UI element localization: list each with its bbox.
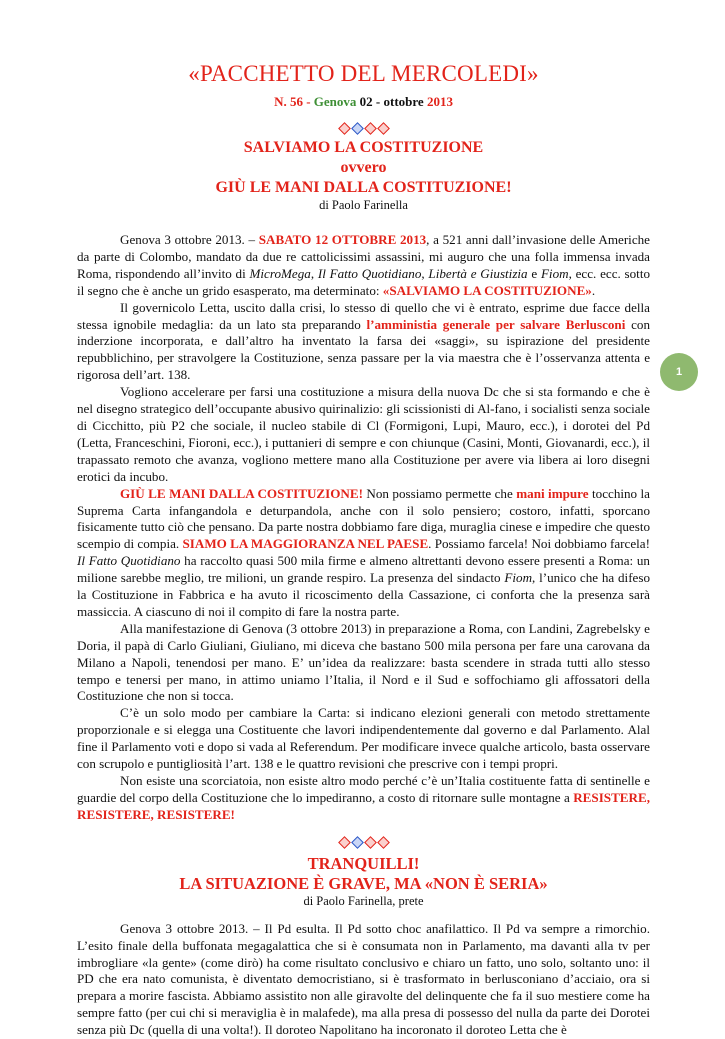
ornament-divider-2 bbox=[77, 834, 650, 844]
article1-paragraph-1: Genova 3 ottobre 2013. – SABATO 12 OTTOBRE 2013, a 521 anni dall’invasione delle Americhe da parte di Colombo, mandato da due re cattolicissimi assassini, mi auguro che una folla immensa invada Roma, rispondendo all’invito di MicroMega, Il Fatto Quotidiano, Libertà e Giustizia e Fiom, ecc. ecc. sotto il segno che è anche un grido esasperato, ma determinato: «SALVIAMO LA COSTITUZIONE». bbox=[77, 232, 650, 298]
article1-paragraph-7: Non esiste una scorciatoia, non esiste altro modo perché c’è un’Italia costituente fatta di sentinelle e guardie del corpo della Costituzione che lo impediranno, a costo di ritornare sulle montagne a RESISTERE, RESISTERE, RESISTERE! bbox=[77, 773, 650, 822]
article1-paragraph-4: GIÙ LE MANI DALLA COSTITUZIONE! Non possiamo permette che mani impure tocchino la Suprema Carta infangandola e deturpandola, anche con il solo pensiero; costoro, infatti, sporcano fisicamente tutto ciò che pensano. Da parte nostra dobbiamo fare diga, muraglia cinese e impedire che questo scempio di compia. SIAMO LA MAGGIORANZA NEL PAESE. Possiamo farcela! Noi dobbiamo farcela! Il Fatto Quotidiano ha raccolto quasi 500 mila firme e almeno altrettanti devono essere presenti a Roma: un milione sarebbe meglio, tre milioni, un grande respiro. La presenza del sindacto Fiom, l’unico che ha difeso la Costituzione in Fabbrica e ha avuto il ricoscimento della Cassazione, ci conforta che la presenza sarà massiccia. A ciascuno di noi il compito di fare la nostra parte. bbox=[77, 485, 651, 619]
article1-title-line1: SALVIAMO LA COSTITUZIONE bbox=[243, 139, 484, 156]
article1-paragraph-2: Il governicolo Letta, uscito dalla crisi, lo stesso di quello che vi è entrato, esprime due facce della stessa ignobile medaglia: da un lato sta preparando l’amministia generale per salvare Berlusconi con inderzione incorporata, e dall’altro ha inventato la farsa dei «saggi», su ispirazione del presidente repubblichino, per stravolgere la Costituzione, senza passare per la via maestra che è l’osservanza attenta e rigorosa dell’art. 138. bbox=[77, 299, 650, 383]
article2-title-line2: LA SITUAZIONE È GRAVE, MA «NON È SERIA» bbox=[179, 873, 548, 893]
ornament-divider bbox=[77, 120, 650, 130]
issue-city: Genova bbox=[313, 94, 357, 109]
article2-title-line1: TRANQUILLI! bbox=[307, 853, 420, 873]
issue-number: N. 56 - bbox=[274, 94, 314, 109]
issue-date: 02 - ottobre bbox=[356, 94, 427, 109]
article2-byline: di Paolo Farinella, prete bbox=[303, 893, 424, 908]
article1-title-line3: GIÙ LE MANI DALLA COSTITUZIONE! bbox=[215, 179, 512, 196]
issue-year: 2013 bbox=[426, 94, 453, 109]
article1-title-line2: ovvero bbox=[340, 159, 387, 176]
page-number-badge: 1 bbox=[660, 353, 698, 391]
article1-byline: di Paolo Farinella bbox=[319, 198, 408, 212]
article1-paragraph-5: Alla manifestazione di Genova (3 ottobre 2013) in preparazione a Roma, con Landini, Zagrebelsky e Doria, il papà di Carlo Giuliani, Giuliano, mi diceva che bastano 500 mila persona per fare una carovana da Milano a Napoli, tenendosi per mano. E’ un’idea da realizzare: basta scendere in strada tutti allo stesso tempo e tenersi per mano, in attimo uniamo l’Italia, il Nord e il Sud e soffochiamo gli affossatori della Costituzione che non si tocca. bbox=[77, 620, 650, 704]
newsletter-title: «PACCHETTO DEL MERCOLEDI» bbox=[188, 61, 539, 86]
issue-line bbox=[77, 94, 650, 110]
article1-paragraph-6: C’è un solo modo per cambiare la Carta: si indicano elezioni generali con metodo strettamente proporzionale e si elegga una Costituente che lavori indipendentemente dal governo e dal Parlamento. Alal fine il Parlamento voti e dopo si vada al Referendum. Per modificare invece qualche articolo, basta osservare con scrupolo e puntigliosità l’art. 138 e le quattro revisioni che prescrive con i tempi propri. bbox=[77, 705, 650, 772]
article1-paragraph-3: Vogliono accelerare per farsi una costituzione a misura della nuova Dc che si sta formando e che è nel disegno strategico dell’occupante abusivo quirinalizio: gli scissionisti di Al-fano, i socialisti senza sociale di Cicchitto, più P2 che sociale, il nucleo stabile di Cl (Formigoni, Lupi, Mauro, ecc.), i dorotei del Pd (Letta, Franceschini, Fioroni, ecc.), i puttanieri di sempre e con chiunque (Casini, Monti, Giovanardi, ecc.), il trapassato remoto che avanza, vogliono mettere mano alla Costituzione per avere via libera ai loro disegni erotici da incubo. bbox=[77, 384, 650, 484]
page-content bbox=[77, 0, 650, 1039]
article2-paragraph-1: Genova 3 ottobre 2013. – Il Pd esulta. Il Pd sotto choc anafilattico. Il Pd va sempre a rimorchio. L’esito finale della buffonata megagalattica che si è consumata non in Parlamento, ma davanti alla tv per imbrogliare «la gente» (come dirò) ha come risultato conclusivo e chiaro un fatto, uno solo, soltanto uno: il PD che era nato comunista, è diventato democristiano, si è trasformato in berlusconiano d’acciaio, ora si prepara a morire fascista. Abbiamo assistito non alle giravolte del delinquente che fa il suo mestiere come ha sempre fatto (per cui chi si meraviglia è in malafede), ma alla presa di possesso del nulla da parte dei Dorotei senza più Dc (quella di una volta!). Il doroteo Napolitano ha incoronato il doroteo Letta che è bbox=[77, 920, 650, 1038]
